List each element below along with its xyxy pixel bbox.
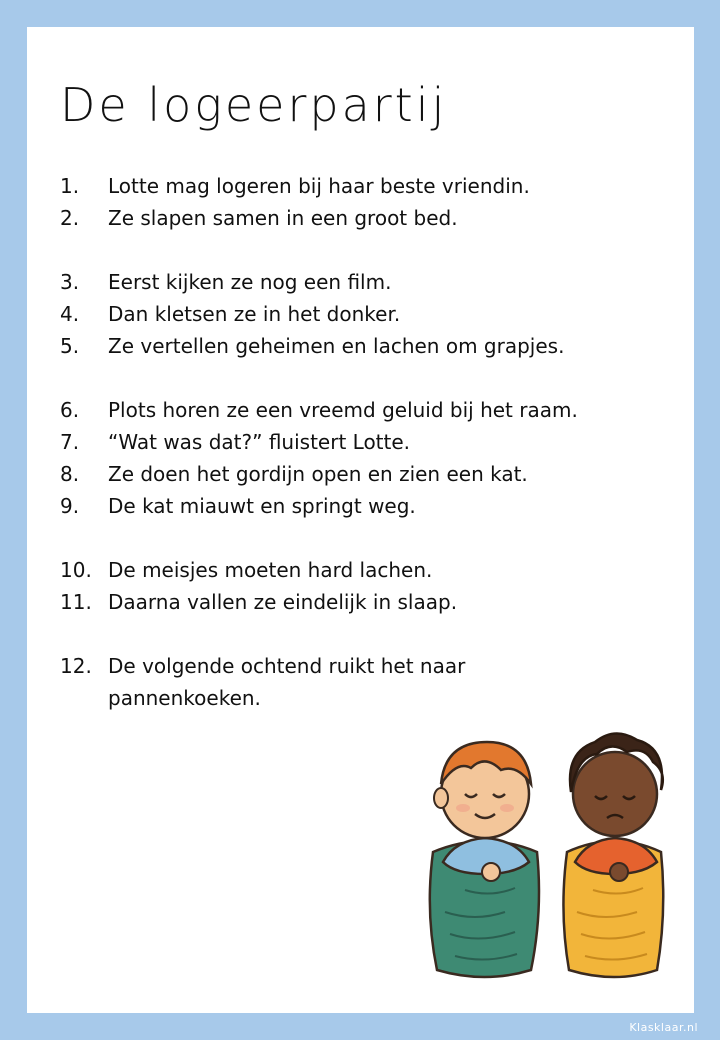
line-number: 10. bbox=[60, 558, 92, 582]
story-line bbox=[60, 394, 660, 426]
line-number: 9. bbox=[60, 494, 80, 518]
paragraph-gap bbox=[60, 362, 660, 394]
line-number: 7. bbox=[60, 430, 80, 454]
line-number: 12. bbox=[60, 654, 92, 678]
line-text: De meisjes moeten hard lachen. bbox=[108, 558, 433, 582]
line-number: 5. bbox=[60, 334, 80, 358]
line-number: 4. bbox=[60, 302, 80, 326]
story-line bbox=[60, 298, 660, 330]
paragraph-gap bbox=[60, 234, 660, 266]
sleeping-kids-illustration bbox=[405, 712, 665, 982]
line-text: Ze doen het gordijn open en zien een kat. bbox=[108, 462, 528, 486]
left-child-illustration bbox=[430, 742, 539, 977]
line-text: De volgende ochtend ruikt het naar pannenkoeken. bbox=[108, 654, 466, 710]
right-child-illustration bbox=[563, 733, 663, 977]
story-line bbox=[60, 586, 660, 618]
line-number: 2. bbox=[60, 206, 80, 230]
line-text: Plots horen ze een vreemd geluid bij het raam. bbox=[108, 398, 578, 422]
line-text: Daarna vallen ze eindelijk in slaap. bbox=[108, 590, 458, 614]
line-text: Lotte mag logeren bij haar beste vriendin. bbox=[108, 174, 530, 198]
line-number: 3. bbox=[60, 270, 80, 294]
line-text: Eerst kijken ze nog een film. bbox=[108, 270, 392, 294]
line-number: 8. bbox=[60, 462, 80, 486]
paragraph-gap bbox=[60, 522, 660, 554]
paragraph-gap bbox=[60, 618, 660, 650]
line-number: 11. bbox=[60, 590, 92, 614]
story-line bbox=[60, 490, 660, 522]
page-title: De logeerpartij bbox=[60, 78, 448, 132]
line-number: 1. bbox=[60, 174, 80, 198]
worksheet-card bbox=[27, 27, 694, 1013]
line-text: Dan kletsen ze in het donker. bbox=[108, 302, 401, 326]
watermark: Klasklaar.nl bbox=[629, 1021, 698, 1034]
story-line bbox=[60, 266, 660, 298]
story-line bbox=[60, 650, 660, 714]
story-line bbox=[60, 202, 660, 234]
line-text: Ze slapen samen in een groot bed. bbox=[108, 206, 458, 230]
line-text: De kat miauwt en springt weg. bbox=[108, 494, 416, 518]
story-line bbox=[60, 426, 660, 458]
story-line bbox=[60, 330, 660, 362]
line-number: 6. bbox=[60, 398, 80, 422]
story-line bbox=[60, 458, 660, 490]
line-text: Ze vertellen geheimen en lachen om grapjes. bbox=[108, 334, 565, 358]
story-line bbox=[60, 554, 660, 586]
story-line bbox=[60, 170, 660, 202]
story-list bbox=[60, 170, 660, 714]
line-text: “Wat was dat?” fluistert Lotte. bbox=[108, 430, 411, 454]
